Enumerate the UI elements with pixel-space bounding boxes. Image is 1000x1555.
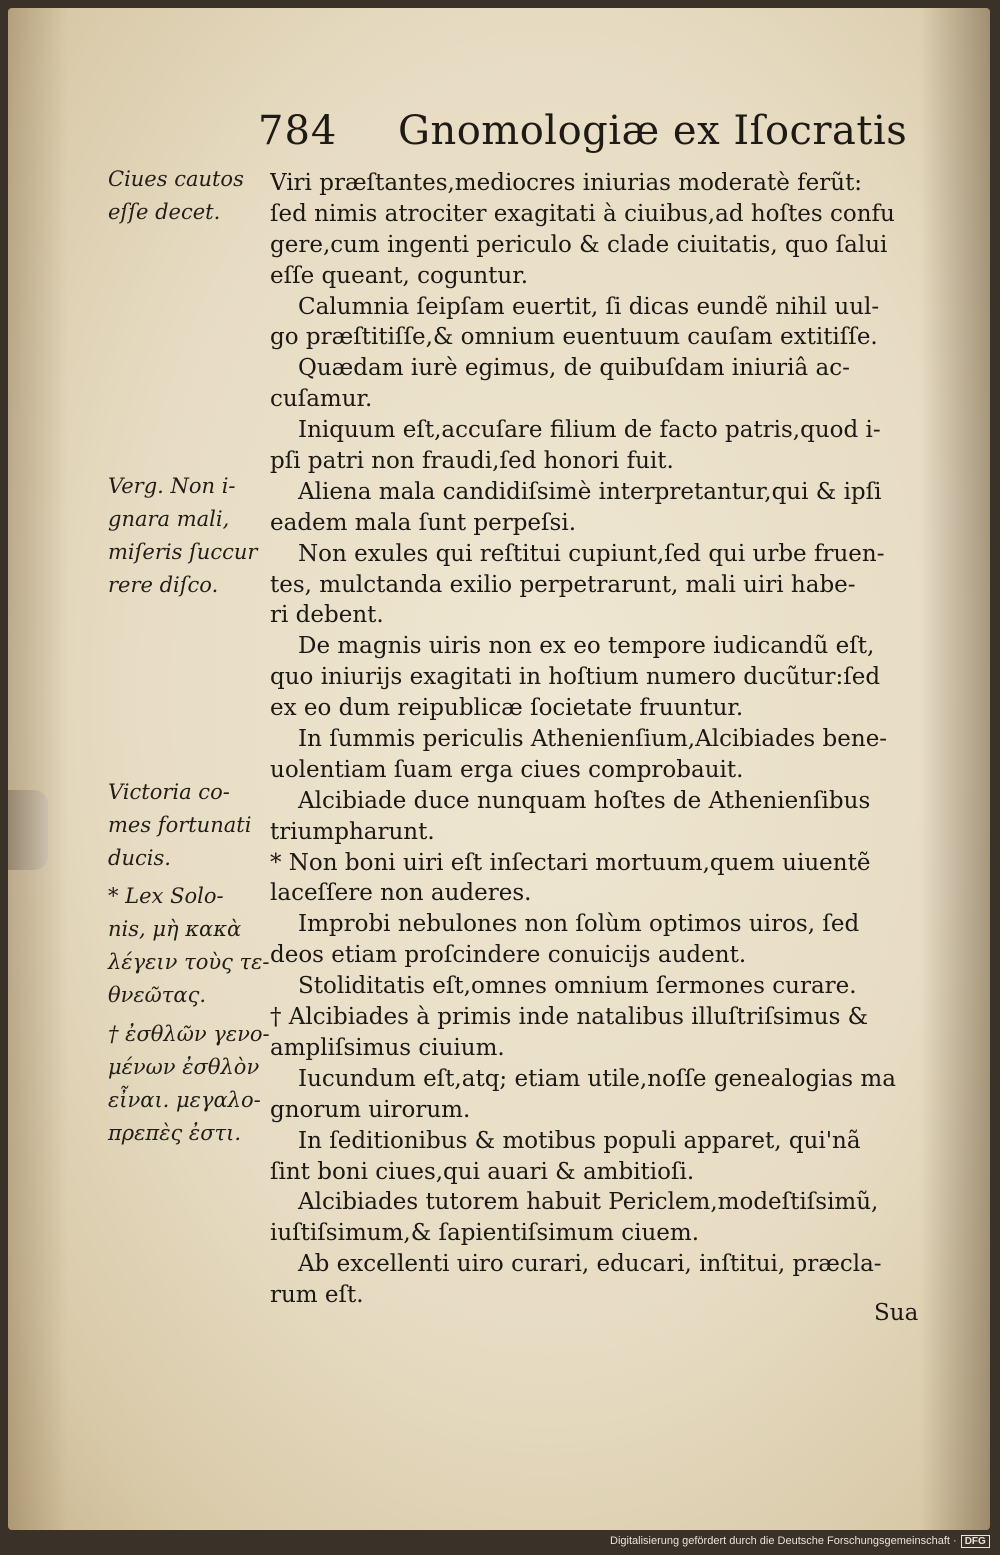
text-line: ampliſsimus ciuium.	[270, 1034, 505, 1061]
margin-note-line: nis, μὴ κακὰ	[108, 917, 242, 941]
main-text-block	[270, 168, 922, 1311]
margin-note-line: eſſe decet.	[108, 200, 221, 224]
text-line: uolentiam ſuam erga ciues comprobauit.	[270, 756, 744, 783]
catchword: Sua	[874, 1300, 919, 1326]
text-line: eadem mala ſunt perpeſsi.	[270, 509, 577, 536]
margin-note-line: mes fortunati	[108, 813, 252, 837]
margin-note-line: * Lex Solo-	[108, 884, 224, 908]
text-line: Alcibiades tutorem habuit Periclem,modeſtiſsimũ,	[298, 1189, 879, 1216]
text-line: ex eo dum reipublicæ ſocietate fruuntur.	[270, 695, 744, 722]
text-line: In ſeditionibus & motibus populi apparet, qui'nã	[298, 1127, 861, 1154]
text-line: pſi patri non fraudi,ſed honori fuit.	[270, 448, 674, 475]
text-line: eſſe queant, coguntur.	[270, 262, 529, 289]
text-line: deos etiam proſcindere conuicijs audent.	[270, 942, 747, 969]
digitization-credit	[610, 1535, 990, 1548]
book-page	[8, 8, 990, 1530]
text-line: Stoliditatis eſt,omnes omnium ſermones curare.	[298, 973, 857, 1000]
text-line: tes, mulctanda exilio perpetrarunt, mali uiri habe-	[270, 571, 856, 598]
text-line: ri debent.	[270, 602, 384, 629]
text-line: go præſtitiſſe,& omnium euentuum cauſam extitiſſe.	[270, 324, 878, 351]
text-line: ſed nimis atrociter exagitati à ciuibus,ad hoſtes confu	[270, 200, 895, 227]
margin-note	[108, 1018, 273, 1150]
text-line: quo iniurijs exagitati in hoſtium numero ducũtur:ſed	[270, 664, 881, 691]
margin-note-line: Victoria co-	[108, 780, 230, 804]
margin-note-line: miſeris ſuccur	[108, 540, 258, 564]
page-clasp	[8, 790, 48, 870]
margin-note-line: πρεπὲς ἐστι.	[108, 1121, 242, 1145]
margin-note	[108, 163, 273, 229]
text-line: Viri præſtantes,mediocres iniurias moderatè ferũt:	[270, 170, 863, 196]
text-line: cuſamur.	[270, 386, 373, 413]
page-number: 784	[258, 108, 338, 154]
text-line: iuſtiſsimum,& ſapientiſsimum ciuem.	[270, 1220, 700, 1247]
margin-note	[108, 880, 273, 1012]
text-line: Ab excellenti uiro curari, educari, inſtitui, præcla-	[298, 1251, 882, 1278]
margin-note-line: εἶναι. μεγαλο-	[108, 1088, 261, 1112]
margin-note-line: ducis.	[108, 846, 171, 870]
running-head	[8, 108, 990, 158]
text-line: Aliena mala candidiſsimè interpretantur,qui & ipſi	[298, 478, 882, 505]
text-line: Calumnia ſeipſam euertit, ſi dicas eundẽ nihil uul-	[298, 293, 880, 320]
text-line: Iucundum eſt,atq; etiam utile,noſſe genealogias ma	[298, 1065, 896, 1092]
text-line: Non exules qui reſtitui cupiunt,ſed qui urbe fruen-	[298, 540, 885, 567]
text-line: Improbi nebulones non ſolùm optimos uiros, ſed	[298, 911, 860, 938]
margin-note	[108, 776, 273, 875]
margin-note-line: θνεῶτας.	[108, 983, 207, 1007]
dfg-logo-icon: DFG	[961, 1535, 990, 1548]
credit-text: Digitalisierung gefördert durch die Deutsche Forschungsgemeinschaft ·	[610, 1535, 957, 1547]
text-line: In ſummis periculis Athenienſium,Alcibiades bene-	[298, 726, 888, 753]
text-line: Alcibiade duce nunquam hoſtes de Athenienſibus	[298, 787, 871, 814]
margin-note-line: rere diſco.	[108, 573, 219, 597]
margin-note-line: † ἐσθλῶν γενο-	[108, 1022, 270, 1046]
text-line: gere,cum ingenti periculo & clade ciuitatis, quo ſalui	[270, 231, 888, 258]
margin-note-line: Ciues cautos	[108, 167, 244, 191]
text-line: † Alcibiades à primis inde natalibus illuſtriſsimus &	[270, 1004, 869, 1031]
text-line: laceſſere non auderes.	[270, 880, 532, 907]
text-line: Iniquum eſt,accuſare filium de facto patris,quod i-	[298, 417, 881, 444]
text-line: ſint boni ciues,qui auari & ambitioſi.	[270, 1158, 695, 1185]
text-line: rum eſt.	[270, 1282, 364, 1309]
margin-note-line: Verg. Non i-	[108, 474, 236, 498]
text-line: * Non boni uiri eſt inſectari mortuum,quem uiuentẽ	[270, 849, 871, 876]
running-title: Gnomologiæ ex Iſocratis	[398, 108, 908, 154]
margin-note-line: gnara mali,	[108, 507, 230, 531]
text-line: De magnis uiris non ex eo tempore iudicandũ eſt,	[298, 633, 875, 660]
margin-note	[108, 470, 273, 602]
text-line: gnorum uirorum.	[270, 1096, 471, 1123]
text-line: triumpharunt.	[270, 818, 435, 845]
margin-note-line: λέγειν τοὺς τε-	[108, 950, 270, 974]
text-line: Quædam iurè egimus, de quibuſdam iniuriâ ac-	[298, 355, 850, 382]
margin-note-line: μένων ἐσθλὸν	[108, 1055, 260, 1079]
